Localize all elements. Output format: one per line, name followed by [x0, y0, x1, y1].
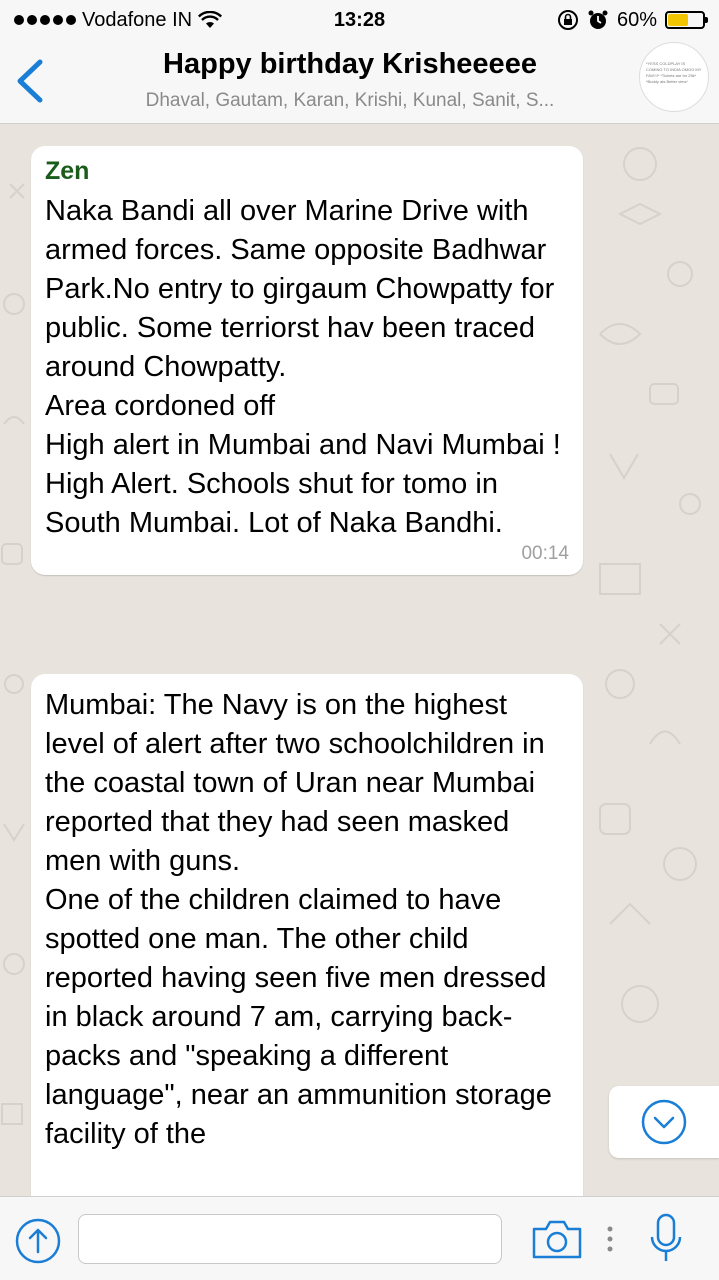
message-input[interactable] — [78, 1214, 502, 1264]
camera-icon[interactable] — [530, 1217, 584, 1261]
group-avatar[interactable] — [639, 42, 709, 112]
message-text: Mumbai: The Navy is on the highest level of alert after two schoolchildren in the coastal town of Uran near Mumbai reported that they had seen masked men with guns. One of the children claimed to have spotted one man. The other child reported having seen five men dressed in black around 7 am, carrying back-packs and "speaking a different language", near an ammunition storage facility of the — [45, 689, 552, 1150]
scroll-to-bottom-button[interactable] — [609, 1086, 719, 1158]
message-input-bar — [0, 1196, 719, 1280]
carrier-label: Vodafone IN — [82, 8, 193, 31]
clock: 13:28 — [333, 8, 386, 31]
message-text: Naka Bandi all over Marine Drive with armed forces. Same opposite Badhwar Park.No entry to girgaum Chowpatty for public. Some terriorst hav been traced around Chowpatty. Area cordoned off High alert in Mumbai and Navi Mumbai ! High Alert. Schools shut for tomo in South Mumbai. Lot of Naka Bandhi. — [45, 195, 561, 539]
message-bubble-2[interactable] — [31, 674, 583, 1196]
more-dots-icon — [606, 1225, 614, 1253]
chat-title[interactable]: Happy birthday Krisheeeee — [163, 48, 537, 80]
alarm-icon — [587, 9, 609, 31]
chevron-down-circle-icon — [640, 1098, 688, 1146]
wifi-icon — [198, 11, 222, 29]
status-left — [14, 9, 222, 32]
battery-fill — [668, 14, 688, 26]
microphone-icon[interactable] — [646, 1211, 686, 1265]
rotation-lock-icon — [557, 9, 579, 31]
chat-area[interactable] — [0, 124, 719, 1196]
chat-header — [0, 40, 719, 124]
message-timestamp: 00:14 — [521, 543, 569, 564]
message-sender[interactable]: Zen — [45, 157, 90, 185]
chat-participants[interactable]: Dhaval, Gautam, Karan, Krishi, Kunal, Sanit, S... — [145, 90, 555, 111]
status-right — [557, 9, 705, 32]
status-bar — [0, 0, 719, 40]
signal-icon — [14, 15, 76, 25]
back-chevron-icon[interactable] — [12, 58, 52, 104]
group-avatar-text: *YESS COLDPLAY IS COMING TO INDIA OMGG MY FAV!!!!* *Tickets are for 25k* *Buddy ats Better view* — [646, 61, 702, 84]
message-bubble-1[interactable] — [31, 146, 583, 575]
battery-percent: 60% — [616, 8, 657, 31]
share-upload-icon[interactable] — [14, 1217, 62, 1265]
battery-icon — [665, 11, 705, 29]
